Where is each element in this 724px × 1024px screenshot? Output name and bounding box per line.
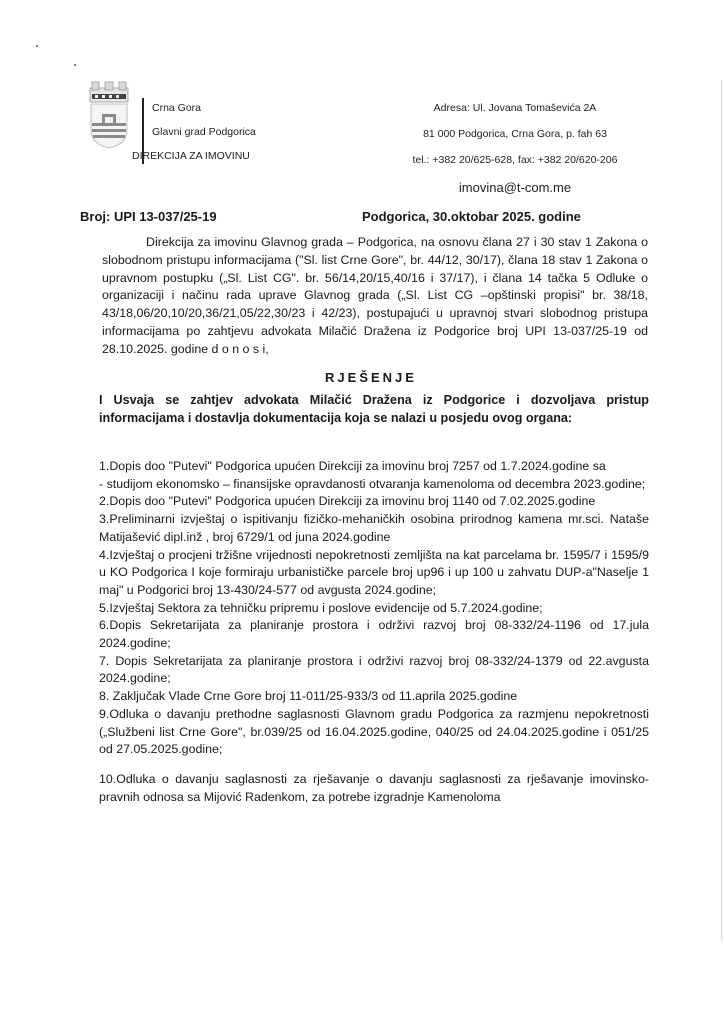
- list-item: 9.Odluka o davanju prethodne saglasnosti Glavnom gradu Podgorica za razmjenu nepokretnosti („Službeni list Crne Gore", br.039/25 od 16.04.2025.godine, 040/25 od 24.04.2025.godine i 051/25 od 27.05.2025.godine;: [99, 706, 649, 757]
- scan-speck: [74, 64, 76, 66]
- list-item: - studijom ekonomsko – finansijske opravdanosti otvaranja kamenoloma od decembra 2023.godine;: [99, 476, 646, 491]
- document-intro: [102, 234, 648, 359]
- scan-speck: [36, 45, 38, 47]
- list-item: 4.Izvještaj o procjeni tržišne vrijednosti nepokretnosti zemljišta na kat parcelama br. 1595/7 i 1595/9 u KO Podgorica I koje formiraju urbanističke parcele broj up96 i up 100 u zahvatu DUP-a"Naselje 1 maj" u Podgorici broj 13-430/24-577 od avgusta 2024.godine;: [99, 547, 649, 597]
- list-item: 7. Dopis Sekretarijata za planiranje prostora i održivi razvoj broj 08-332/24-1379 od 22.avgusta 2024.godine;: [99, 653, 649, 686]
- document-items: [99, 458, 649, 806]
- letterhead-country: Crna Gora: [152, 102, 202, 114]
- list-item: 10.Odluka o davanju saglasnosti za rješavanje o davanju saglasnosti za rješavanje imovinsko-pravnih odnosa sa Mijović Radenkom, za potrebe izgradnje Kamenoloma: [99, 771, 649, 804]
- list-item: 1.Dopis doo "Putevi" Podgorica upućen Direkciji za imovinu broj 7257 od 1.7.2024.godine sa: [99, 459, 606, 473]
- intro-text: Direkcija za imovinu Glavnog grada – Podgorica, na osnovu člana 27 i 30 stav 1 Zakona o slobodnom pristupu informacijama ("Sl. list Crne Gore", br. 44/12, 30/17), člana 18 stav 1 Zakona o upravnom postupku („Sl. List CG". br. 56/14,20/15,40/16 i 37/17), i člana 14 tačka 5 Odluke o organizaciji i načinu rada uprave Glavnog grada („Sl. List CG –opštinski propisi" br. 38/18, 43/18,06/20,10/20,36/21,05/22,30/23 i 42/23), postupajući u upravnoj stvari slobodnog pristupa informacijama po zahtjevu advokata Milačić Dražena iz Podgorice broj UPI 13-037/25-19 od 28.10.2025. godine d o n o s i,: [102, 235, 648, 356]
- document-decision: I Usvaja se zahtjev advokata Milačić Dražena iz Podgorice i dozvoljava pristup informacijama i dostavlja dokumentacija koja se nalazi u posjedu ovog organa:: [99, 393, 649, 425]
- document-title: RJEŠENJE: [325, 370, 417, 385]
- document-place-date: Podgorica, 30.oktobar 2025. godine: [362, 209, 581, 224]
- document-number: Broj: UPI 13-037/25-19: [80, 209, 217, 224]
- letterhead-phone-fax: tel.: +382 20/625-628, fax: +382 20/620-206: [412, 154, 618, 166]
- letterhead-email: imovina@t-com.me: [458, 180, 572, 195]
- letterhead-address: Adresa: Ul. Jovana Tomaševića 2A: [433, 102, 597, 114]
- list-item: 8. Zaključak Vlade Crne Gore broj 11-011/25-933/3 od 11.aprila 2025.godine: [99, 689, 518, 704]
- list-item: 3.Preliminarni izvještaj o ispitivanju fizičko-mehaničkih osobina prirodnog kamena mr.sci. Nataše Matijašević dipl.inž , broj 6729/1 od juna 2024.godine: [99, 512, 649, 544]
- letterhead-postal: 81 000 Podgorica, Crna Gora, p. fah 63: [423, 128, 607, 140]
- scan-edge: [721, 80, 722, 940]
- list-item: 6.Dopis Sekretarijata za planiranje prostora i održivi razvoj broj 08-332/24-1196 od 17.jula 2024.godine;: [99, 618, 649, 651]
- list-item: 5.Izvještaj Sektora za tehničku pripremu i poslove evidencije od 5.7.2024.godine;: [99, 600, 543, 615]
- letterhead-department: DIREKCIJA ZA IMOVINU: [132, 150, 250, 162]
- letterhead-city: Glavni grad Podgorica: [152, 126, 256, 138]
- coat-of-arms-icon: [88, 80, 130, 150]
- list-item: 2.Dopis doo "Putevi" Podgorica upućen Direkciji za imovinu broj 1140 od 7.02.2025.godine: [99, 494, 596, 509]
